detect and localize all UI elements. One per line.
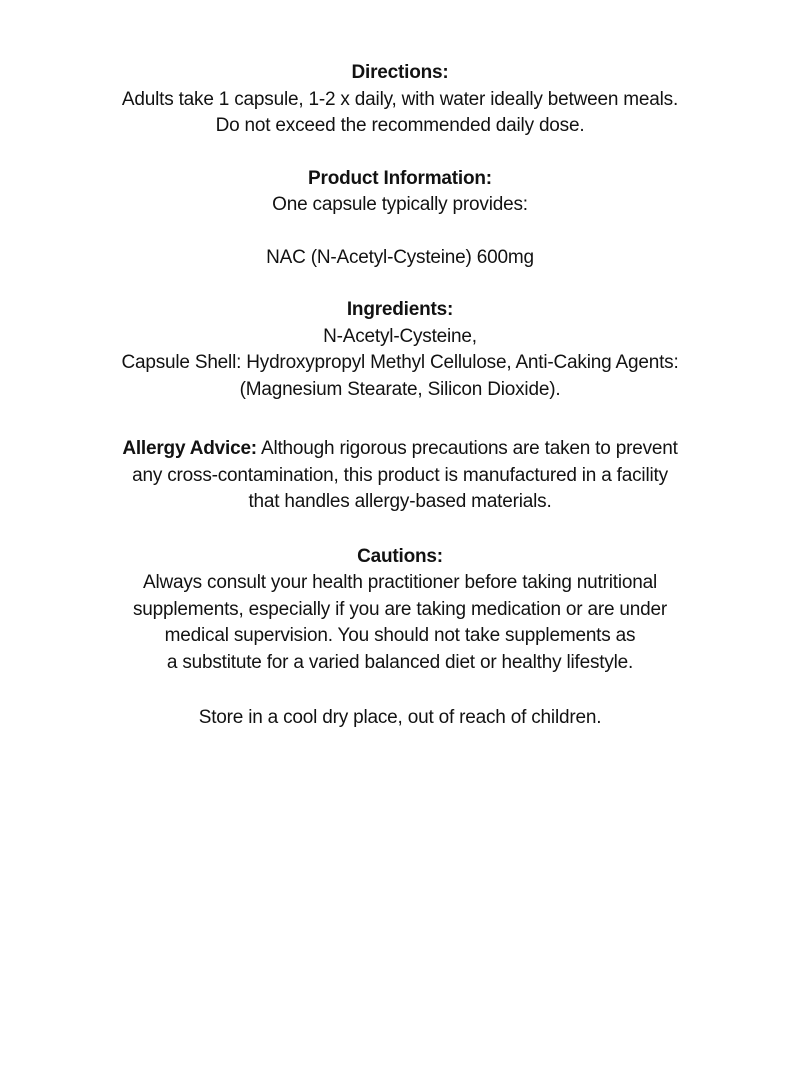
directions-section — [0, 60, 800, 140]
storage-line: Store in a cool dry place, out of reach of children. — [198, 707, 602, 728]
allergy-advice-section — [0, 436, 800, 516]
allergy-advice-first-line — [0, 436, 800, 463]
allergy-advice-line: any cross-contamination, this product is manufactured in a facility — [132, 464, 668, 486]
directions-line: Adults take 1 capsule, 1-2 x daily, with water ideally between meals. — [121, 88, 679, 110]
ingredients-section — [0, 297, 800, 403]
storage-section — [0, 705, 800, 732]
product-information-nutrient: NAC (N-Acetyl-Cysteine) 600mg — [266, 246, 534, 268]
cautions-line: a substitute for a varied balanced diet or healthy lifestyle. — [166, 651, 634, 673]
directions-heading: Directions: — [351, 62, 449, 83]
allergy-advice-label: Allergy Advice: — [122, 438, 257, 459]
allergy-advice-line: that handles allergy-based materials. — [248, 491, 552, 512]
allergy-advice-first-line-text: Although rigorous precautions are taken to prevent — [260, 438, 678, 459]
cautions-line: medical supervision. You should not take supplements as — [164, 625, 636, 646]
product-information-heading: Product Information: — [308, 167, 492, 189]
cautions-heading: Cautions: — [357, 545, 443, 567]
ingredients-line: Capsule Shell: Hydroxypropyl Methyl Cellulose, Anti-Caking Agents: — [121, 352, 679, 373]
ingredients-line: (Magnesium Stearate, Silicon Dioxide). — [239, 378, 561, 400]
directions-line: Do not exceed the recommended daily dose. — [215, 115, 585, 136]
ingredients-heading: Ingredients: — [346, 299, 454, 320]
cautions-line: Always consult your health practitioner before taking nutritional — [142, 572, 657, 593]
product-information-section — [0, 166, 800, 272]
cautions-section — [0, 544, 800, 677]
cautions-line: supplements, especially if you are taking medication or are under — [132, 598, 668, 620]
ingredients-line: N-Acetyl-Cysteine, — [323, 325, 477, 347]
product-information-intro: One capsule typically provides: — [272, 194, 528, 215]
